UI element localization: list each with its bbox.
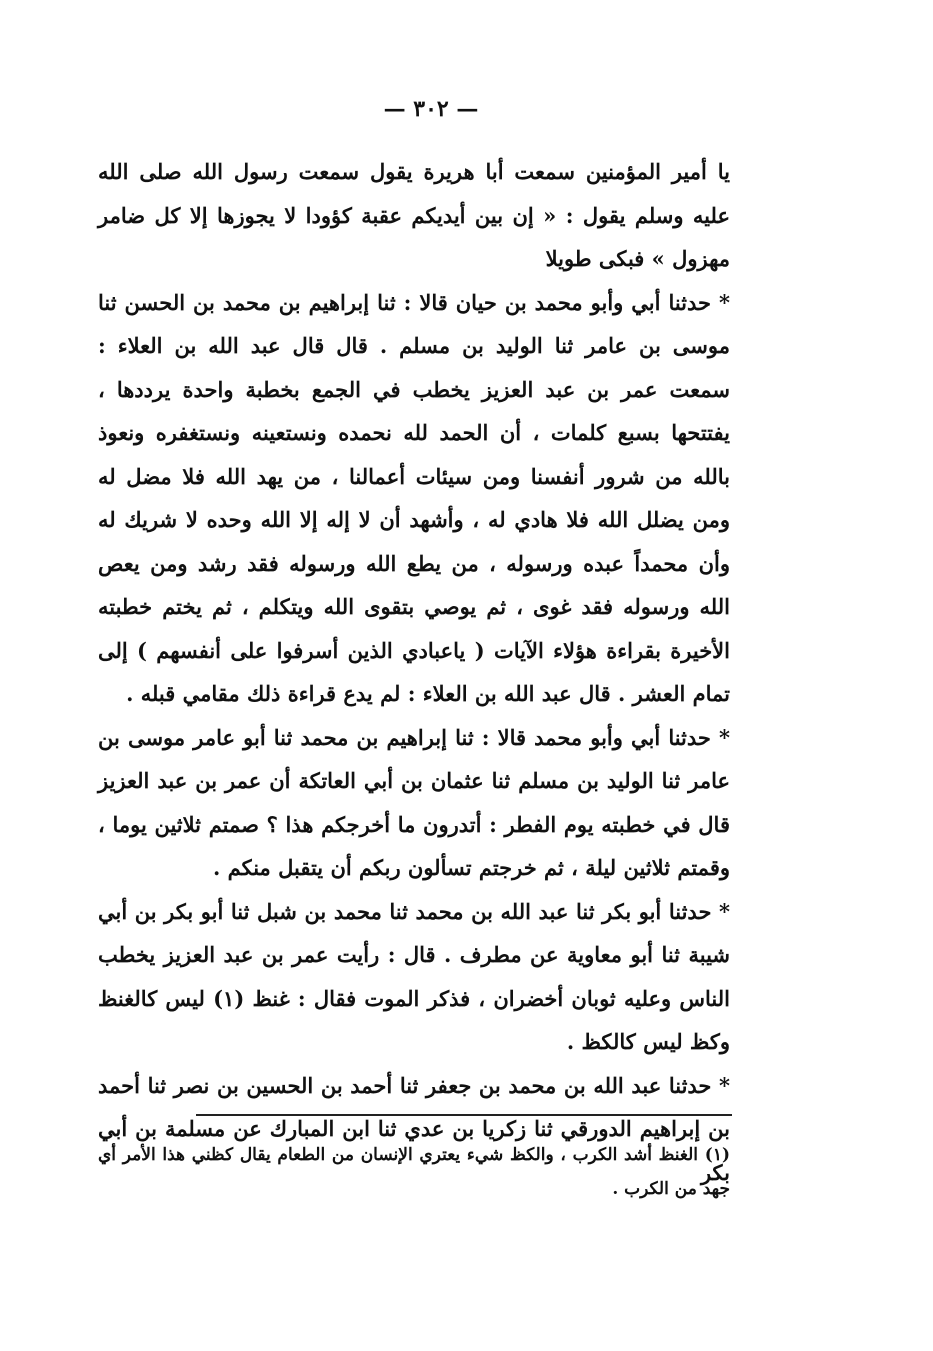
paragraph: * حدثنا أبو بكر ثنا عبد الله بن محمد ثنا محمد بن شبل ثنا أبو بكر بن أبي شيبة ثنا أبو معاوية عن مطرف . قال : رأيت عمر بن عبد العزيز يخطب الناس وعليه ثوبان أخضران ، فذكر الموت فقال : غنظ (١) ليس كالغنظ وكظ ليس كالكظ . (98, 898, 730, 1054)
paragraph: * حدثنا أبي وأبو محمد قالا : ثنا إبراهيم بن محمد ثنا أبو عامر موسى بن عامر ثنا الوليد بن مسلم ثنا عثمان بن أبي العاتكة أن عمر بن عبد العزيز قال في خطبته يوم الفطر : أتدرون ما أخرجكم هذا ؟ صمتم ثلاثين يوما ، وقمتم ثلاثين ليلة ، ثم خرجتم تسألون ربكم أن يتقبل منكم . (98, 724, 730, 880)
body-text (98, 150, 730, 1194)
footnote-separator (196, 1114, 732, 1116)
footnote (98, 1138, 730, 1206)
page-number: — ٣٠٢ — (383, 96, 479, 122)
footnote-text: (١) الغنظ أشد الكرب ، والكظ شيء يعتري الإنسان من الطعام يقال كظني هذا الأمر أي جهد من الكرب . (98, 1145, 730, 1199)
paragraph: * حدثنا أبي وأبو محمد بن حيان قالا : ثنا إبراهيم بن محمد بن الحسن ثنا موسى بن عامر ثنا الوليد بن مسلم . قال قال عبد الله بن العلاء : سمعت عمر بن عبد العزيز يخطب في الجمع بخطبة واحدة يرددها ، يفتتحها بسبع كلمات ، أن الحمد لله نحمده ونستعينه ونستغفره ونعوذ بالله من شرور أنفسنا ومن سيئات أعمالنا ، من يهد الله فلا مضل له ومن يضلل الله فلا هادي له ، وأشهد أن لا إله إلا الله وحده لا شريك له وأن محمداً عبده ورسوله ، من يطع الله ورسوله فقد رشد ومن يعص الله ورسوله فقد غوى ، ثم يوصي بتقوى الله ويتكلم ، ثم يختم خطبته الأخيرة بقراءة هؤلاء الآيات ( ياعبادي الذين أسرفوا على أنفسهم ) إلى تمام العشر . قال عبد الله بن العلاء : لم يدع قراءة ذلك مقامي قبله . (98, 289, 730, 706)
paragraph: * حدثنا عبد الله بن محمد بن جعفر ثنا أحمد بن الحسين بن نصر ثنا أحمد بن إبراهيم الدورقي ثنا زكريا بن عدي ثنا ابن المبارك عن مسلمة بن أبي بكر (98, 1072, 730, 1185)
paragraph: يا أمير المؤمنين سمعت أبا هريرة يقول سمعت رسول الله صلى الله عليه وسلم يقول : « إن بين أيديكم عقبة كؤودا لا يجوزها إلا كل ضامر مهزول » فبكى طويلا (98, 159, 730, 271)
